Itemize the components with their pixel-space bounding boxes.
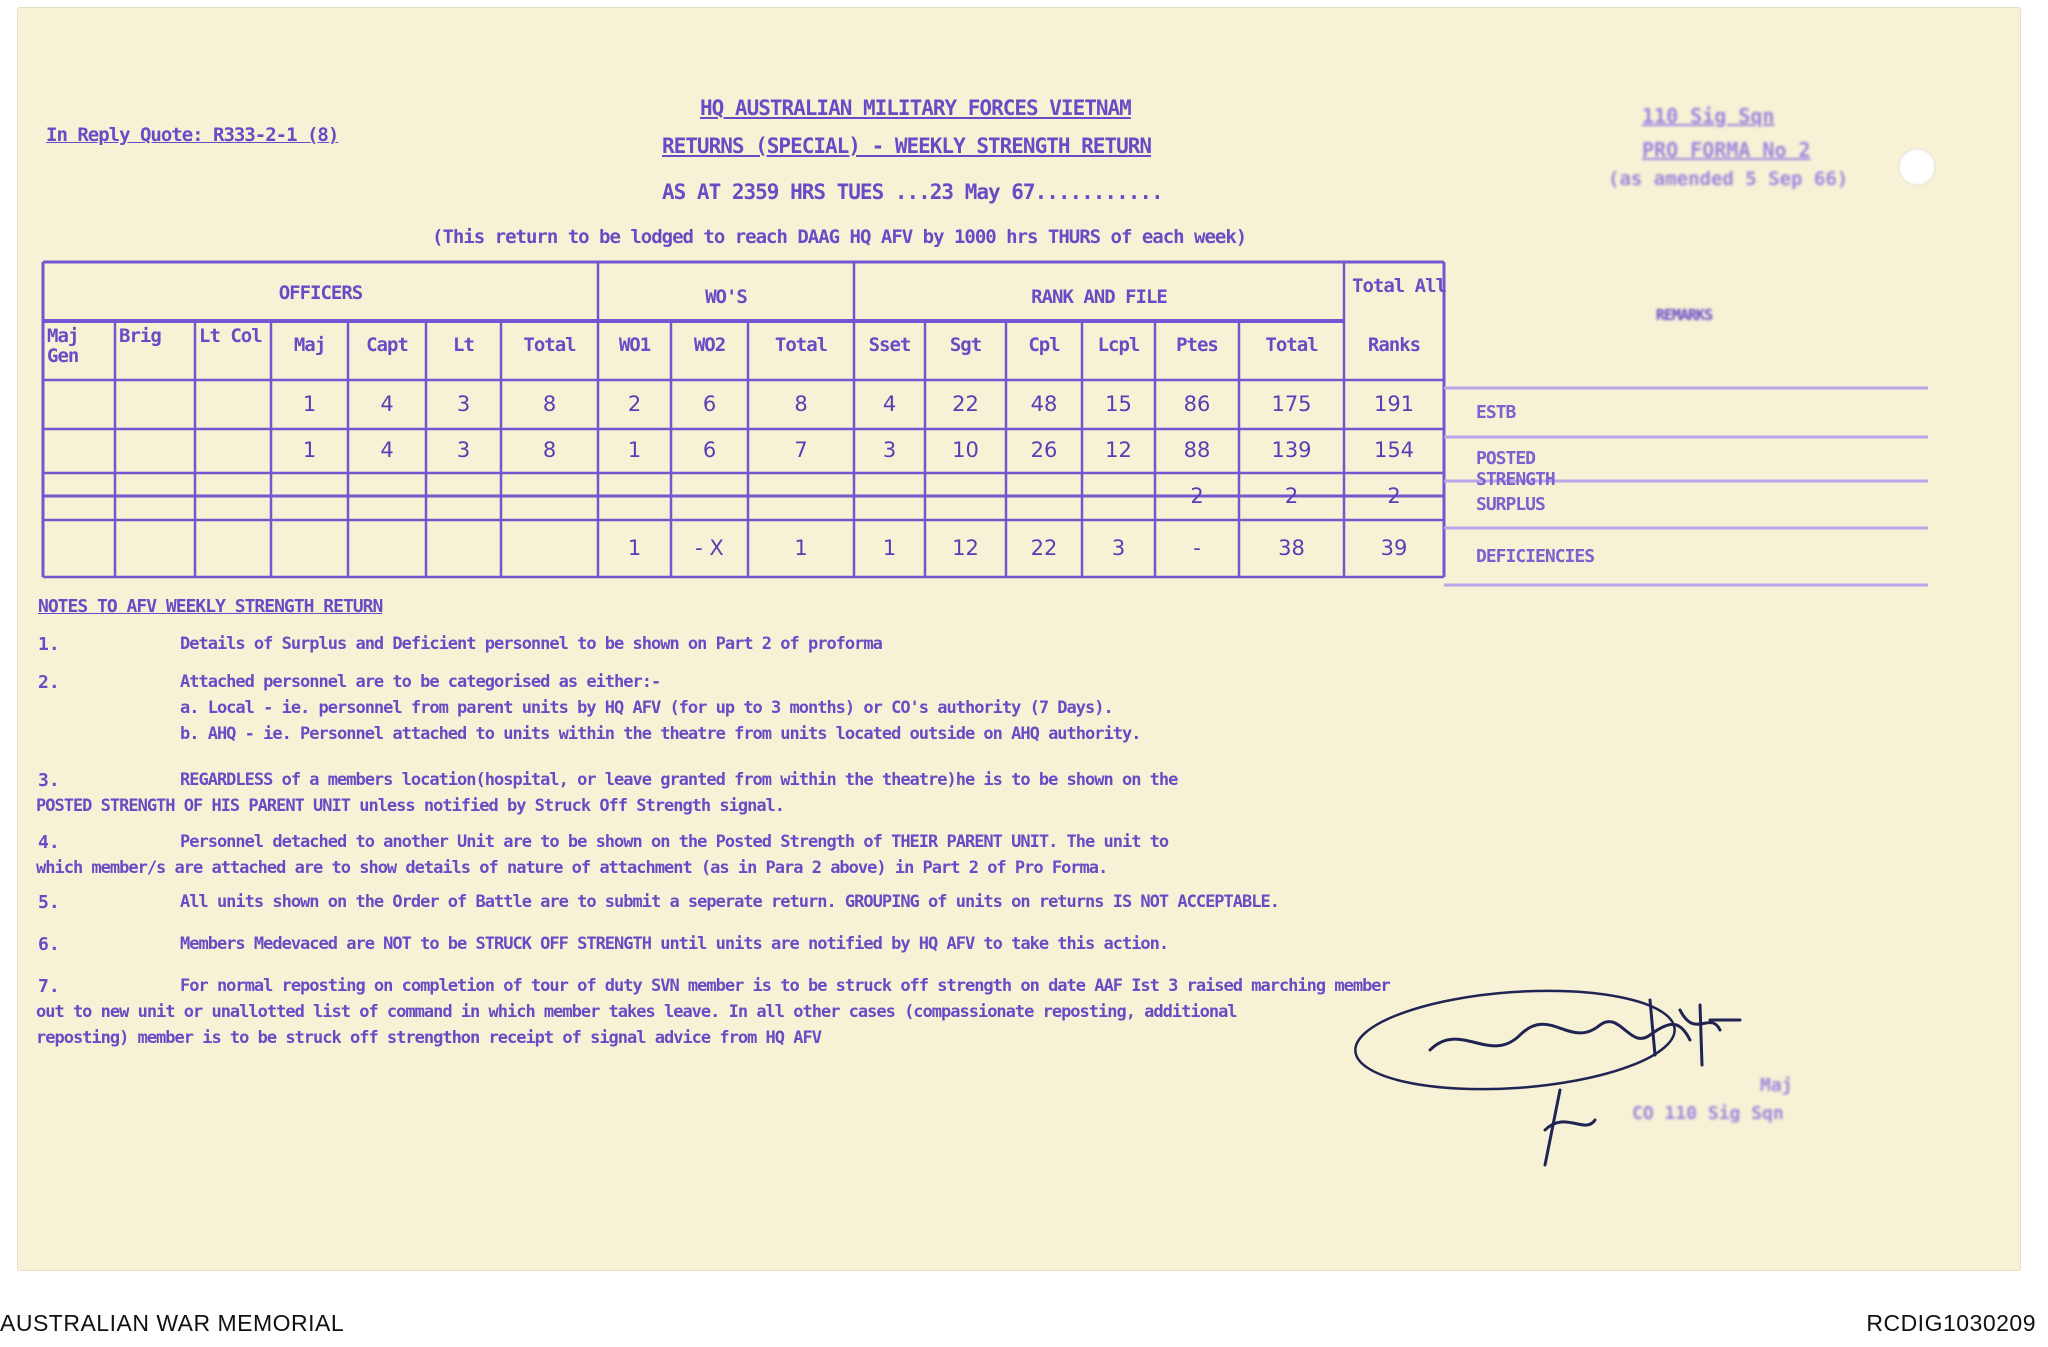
table-cell: 26 [1030, 438, 1058, 462]
table-cell: 1 [882, 535, 897, 560]
table-cell: 191 [1373, 391, 1415, 416]
table-cell: 3 [882, 438, 897, 462]
note-line: b. AHQ - ie. Personnel attached to units within the theatre from units located outside on AHQ authority. [180, 724, 1141, 744]
table-cell: 175 [1271, 391, 1312, 416]
table-cell: 1 [302, 438, 317, 462]
table-cell: 8 [542, 391, 557, 416]
table-cell: 4 [882, 391, 897, 416]
column-header: Total [1265, 334, 1318, 356]
table-cell: - [1193, 535, 1201, 560]
lodge-note: (This return to be lodged to reach DAAG HQ AFV by 1000 hrs THURS of each week) [432, 226, 1247, 248]
signature-rank: Maj [1760, 1075, 1793, 1096]
column-header: Total [774, 334, 828, 356]
table-cell: 88 [1183, 438, 1211, 462]
column-header: Cpl [1028, 334, 1060, 356]
column-header: Sset [868, 334, 911, 356]
footer-archive-name: AUSTRALIAN WAR MEMORIAL [0, 1310, 345, 1336]
note-line: Details of Surplus and Deficient personnel to be shown on Part 2 of proforma [180, 634, 882, 654]
group-remarks: REMARKS [1655, 306, 1713, 324]
column-header: Sgt [949, 334, 982, 356]
note-line: Personnel detached to another Unit are to be shown on the Posted Strength of THEIR PARENT UNIT. The unit to [180, 832, 1169, 852]
table-cell: 22 [1030, 535, 1058, 560]
table-cell: 2 [1284, 483, 1299, 508]
table-cell: 6 [702, 438, 717, 462]
column-header: Lt [453, 334, 474, 356]
group-officers: OFFICERS [278, 282, 363, 304]
note-line: which member/s are attached are to show details of nature of attachment (as in Para 2 above) in Part 2 of Pro Forma. [36, 858, 1108, 878]
table-cell: 12 [952, 535, 979, 560]
table-cell: 10 [952, 438, 979, 462]
note-line: All units shown on the Order of Battle are to submit a seperate return. GROUPING of units on returns IS NOT ACCEPTABLE. [180, 892, 1279, 912]
note-number: 6. [38, 934, 60, 955]
note-number: 1. [38, 634, 60, 655]
table-cell: 39 [1380, 535, 1408, 560]
reply-quote: In Reply Quote: R333-2-1 (8) [46, 124, 339, 146]
row-remark-label: POSTED STRENGTH [1476, 448, 1555, 490]
punch-hole [1898, 148, 1936, 186]
table-cell: 4 [380, 438, 394, 462]
table-cell: 2 [1190, 483, 1204, 508]
footer-record-id: RCDIG1030209 [1866, 1310, 2036, 1336]
note-number: 5. [38, 892, 60, 913]
table-cell: 7 [794, 438, 808, 462]
column-header: Brig [119, 325, 161, 347]
note-line: Attached personnel are to be categorised as either:- [180, 672, 661, 692]
table-cell: 3 [1111, 535, 1126, 560]
note-number: 2. [38, 672, 60, 693]
group-wos: WO'S [705, 286, 747, 308]
column-header: Total [523, 334, 576, 356]
table-cell: 86 [1183, 391, 1211, 416]
stamp-amended: (as amended 5 Sep 66) [1608, 168, 1849, 190]
table-cell: 1 [627, 535, 642, 560]
group-total-all: Total All [1352, 275, 1446, 297]
note-line: For normal reposting on completion of tour of duty SVN member is to be struck off strength on date AAF Ist 3 raised marching member [180, 976, 1390, 996]
table-cell: 12 [1105, 438, 1132, 462]
table-cell: 1 [302, 391, 317, 416]
table-cell: 15 [1105, 391, 1132, 416]
as-at-date: AS AT 2359 HRS TUES ...23 May 67........... [662, 180, 1163, 204]
row-remark-label: ESTB [1476, 401, 1516, 423]
table-cell: - X [695, 535, 724, 560]
table-cell: 4 [380, 391, 394, 416]
column-header: Ptes [1176, 334, 1218, 356]
row-remark-label: SURPLUS [1476, 493, 1545, 515]
note-number: 3. [38, 770, 60, 791]
table-cell: 1 [794, 535, 808, 560]
table-cell: 139 [1271, 438, 1312, 462]
table-cell: 3 [456, 391, 471, 416]
note-line: REGARDLESS of a members location(hospital, or leave granted from within the theatre)he is to be shown on the [180, 770, 1178, 790]
table-cell: 154 [1373, 438, 1415, 462]
column-header: WO2 [693, 334, 726, 356]
table-cell: 2 [627, 391, 642, 416]
stamp-proforma: PRO FORMA No 2 [1642, 138, 1811, 162]
table-cell: 1 [627, 438, 642, 462]
note-line: out to new unit or unallotted list of command in which member takes leave. In all other cases (compassionate reposting, additional [36, 1002, 1237, 1022]
title-line-1: HQ AUSTRALIAN MILITARY FORCES VIETNAM [700, 96, 1131, 120]
table-cell: 38 [1278, 535, 1305, 560]
column-header: Lt Col [199, 325, 262, 347]
stamp-unit: 110 Sig Sqn [1642, 104, 1775, 128]
column-header: Lcpl [1097, 334, 1140, 356]
row-remark-label: DEFICIENCIES [1476, 545, 1595, 567]
table-cell: 48 [1030, 391, 1058, 416]
note-line: POSTED STRENGTH OF HIS PARENT UNIT unless notified by Struck Off Strength signal. [36, 796, 785, 816]
note-line: a. Local - ie. personnel from parent units by HQ AFV (for up to 3 months) or CO's authority (7 Days). [180, 698, 1113, 718]
note-line: Members Medevaced are NOT to be STRUCK OFF STRENGTH until units are notified by HQ AFV to take this action. [180, 934, 1169, 954]
note-line: reposting) member is to be struck off strengthon receipt of signal advice from HQ AFV [36, 1028, 821, 1048]
table-cell: 8 [794, 391, 808, 416]
table-cell: 6 [702, 391, 717, 416]
note-number: 7. [38, 976, 60, 997]
table-cell: 8 [542, 438, 557, 462]
notes-title: NOTES TO AFV WEEKLY STRENGTH RETURN [38, 596, 383, 617]
table-cell: 22 [952, 391, 979, 416]
signature-unit: CO 110 Sig Sqn [1632, 1103, 1784, 1124]
table-cell: 3 [456, 438, 471, 462]
table-cell: 2 [1387, 483, 1401, 508]
column-header: WO1 [618, 334, 651, 356]
note-number: 4. [38, 832, 60, 853]
title-line-2: RETURNS (SPECIAL) - WEEKLY STRENGTH RETURN [662, 134, 1152, 158]
column-header: Ranks [1367, 334, 1421, 356]
group-rank-and-file: RANK AND FILE [1031, 286, 1167, 308]
column-header: Capt [366, 334, 408, 356]
column-header: Maj [293, 334, 326, 356]
column-header: Maj Gen [47, 325, 79, 367]
